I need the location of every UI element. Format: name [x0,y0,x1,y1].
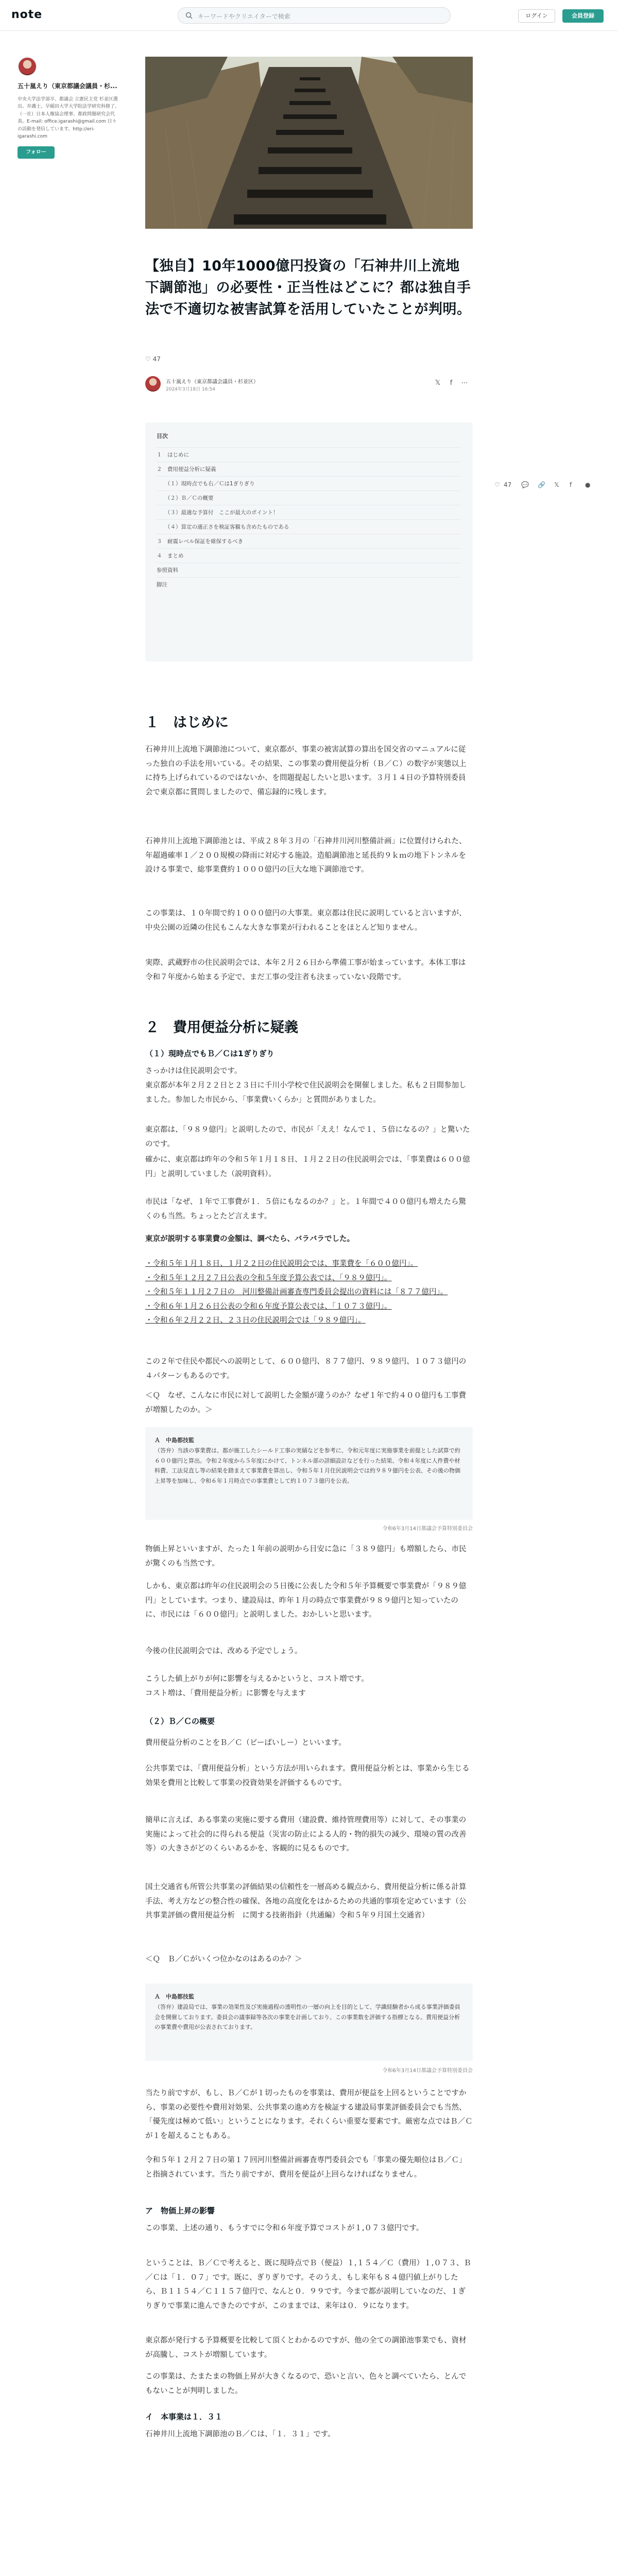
amount-list-item: ・令和５年１月１８日、１月２２日の住民説明会では、事業費を「６００億円」。 [145,1260,418,1268]
article-title: 【独自】10年1000億円投資の「石神井川上流地下調節池」の必要性・正当性はどこに？都は独自手法で不適切な被害試算を活用していたことが判明。 [145,258,471,317]
amount-list-item: ・令和６年２月２２日、２３日の住民説明会では「９８９億円」。 [145,1316,366,1325]
s2-p16: 簡単に言えば、ある事業の実施に要する費用（建設費、維持管理費用等）に対して、その事業の実施によって社会的に得られる便益（災害の防止による人的・物的損失の減少、環境の質の改善等）の大きさがどのくらいあるかを、客観的に見るものです。 [145,1816,467,1853]
login-button[interactable]: ログイン [518,9,555,23]
amount-list-item: ・令和５年１２月２７日公表の令和５年度予算公表では、「９８９億円」。 [145,1274,392,1282]
author-sidebar [18,57,121,159]
search-box[interactable] [178,7,451,24]
more-options-icon[interactable]: ⋯ [461,379,468,387]
s1-paragraph-1: 石神井川上流地下調節池について、東京都が、事業の被害試算の算出を国交省のマニュアルに従った独自の手法を用いている。その結果、この事業の費用便益分析（Ｂ／Ｃ）の数字が実態以上に持ち上げられているのではないか、を問題提起したいと思います。３月１４日の予算特別委員会で東京都に質問しましたので、備忘録的に残します。 [145,745,467,796]
heart-icon[interactable]: ♡ [145,355,151,363]
x-share-icon[interactable]: 𝕏 [435,379,441,387]
table-of-contents [145,422,473,662]
quote-1-text: （答弁）当該の事業費は、都が施工したシールド工事の実績などを参考に、令和元年度に実施事業を前提とした試算で約６００億円と算出。令和２年度から５年度にかけて、トンネル部の詳細設計などを行った結果、令和４年度に人件費や材料費、工法見直し等の結果を踏まえて事業費を算出し、令和５年１月住民説明会では約９８９億円を公表、その後の物価上昇等を加味し、令和６年１月時点での事業費として約１０７３億円を公表。 [154,1447,460,1485]
toc-item[interactable]: 参照資料 [157,563,461,577]
toc-item[interactable]: （２）Ｂ／Ｃの概要 [157,490,461,505]
s2-p7: この２年で住民や都民への説明として、６００億円、８７７億円、９８９億円、１０７３億円の４パターンもあるのです。 [145,1358,467,1380]
s2-p13: コスト増は、「費用便益分析」に影響を与えます [145,1689,306,1698]
s2-p9: 物価上昇といいますが、たった１年前の説明から目安に急に「３８９億円」も増額したら、市民が驚くのも当然です。 [145,1545,467,1568]
publish-date: 2024年3月18日 16:54 [166,387,215,392]
s2-heading-2: （２）Ｂ／Ｃの概要 [145,1717,215,1726]
s2-p8: ＜Ｑ なぜ、こんなに市民に対して説明した金額が違うのか？なぜ１年で約４００億円も工事費が増額したのか。＞ [145,1392,467,1414]
amount-list-item: ・令和６年１月２６日公表の令和６年度予算公表では、「１０７３億円」。 [145,1302,392,1311]
quote-2-speaker: Ａ 中島都技監 [154,1993,194,2000]
toc-item[interactable]: 脚注 [157,577,461,591]
s2-p15: 公共事業では、「費用便益分析」という方法が用いられます。費用便益分析とは、事業から生じる効果を費用と比較して事業の投資効果を評価するものです。 [145,1765,470,1787]
author-line[interactable]: 五十嵐えり（東京都議会議員・杉並区） [166,379,259,385]
top-bar [0,0,618,31]
floating-action-bar [494,479,608,495]
search-placeholder: キーワードやクリエイターで検索 [198,13,290,20]
quote-2-caption: 令和6年3月14日都議会予算特別委員会 [382,2068,473,2074]
section-2-title: ２ 費用便益分析に疑義 [145,1020,298,1036]
s2-p1: さっかけは住民説明会です。 [145,1067,242,1075]
s2-p17: 国土交通省も所管公共事業の評価結果の信頼性を一層高める観点から、費用便益分析に係る計算手法、考え方などの整合性の確保、各地の高度化をはかるための共通的事項を定めています（公共事業評価の費用便益分析 に関する技術指針（共通編）令和５年９月国土交通省） [145,1883,467,1920]
signup-button[interactable]: 会員登録 [562,9,604,23]
amount-list-item: ・令和５年１１月２７日の 河川整備計画審査専門委員会提出の資料には「８７７億円」。 [145,1288,448,1297]
like-count-row [145,355,161,363]
search-icon [185,12,193,19]
amount-list [145,1257,473,1328]
s1-paragraph-2: 石神井川上流地下調節池とは、平成２８年３月の「石神井川河川整備計画」に位置付けられた、年超過確率１／２００規模の降雨に対応する施設。造船調節池と延長約９ｋｍの地下トンネルを設ける事業で、総事業費約１０００億円の巨大な地下調節池です。 [145,837,467,874]
float-heart-icon[interactable]: ♡ [494,481,500,488]
toc-item[interactable]: ４ まとめ [157,548,461,563]
toc-heading: 目次 [157,433,168,439]
facebook-share-icon[interactable]: f [450,379,453,387]
hero-image [145,57,473,229]
section-1-title: １ はじめに [145,715,229,731]
link-icon[interactable]: 🔗 [538,481,545,488]
float-like-count: 47 [504,481,512,488]
toc-item[interactable]: １ はじめに [157,447,461,462]
quote-2-text: （答弁）建設局では、事業の効果性及び実施過程の透明性の一層の向上を目的として、学識経験者から成る事業評価委員会を開催しております。委員会の議事録等各次の事業を計画しており、この事業数を評価する指標となる。費用便益分析の事業費や費用が公表されております。 [154,2003,460,2031]
toc-item[interactable]: ３ 耐震レベル保証を確保するべき [157,534,461,548]
answer-quote-1 [145,1427,473,1520]
toc-item[interactable]: （４）算定の適正さを検証客観も含めたものである [157,519,461,534]
answer-quote-2 [145,1984,473,2061]
s2-p20: 令和５年１２月２７日の第１７回河川整備計画審査専門委員会でも「事業の優先順位はＢ／Ｃ」と指摘されています。当たり前ですが、費用を便益が上回らなければなりません。 [145,2156,467,2179]
author-avatar-small[interactable] [145,376,161,392]
toc-item[interactable]: （１）現時点でも右／Ｃは1ぎりぎり [157,476,461,490]
s2-p24: この事業は、たまたまの物価上昇が大きくなるので、恐いと言い、色々と調べていたら、とんでもないことが判明しました。 [145,2372,467,2395]
s2-heading-3: ア 物価上昇の影響 [145,2206,215,2215]
like-count: 47 [152,355,161,363]
s2-p4: 確かに、東京都は昨年の令和５年１月１８日、１月２２日の住民説明会では、「事業費は６００億円」と説明していました（説明資料）。 [145,1156,470,1178]
facebook-icon[interactable]: f [570,481,572,488]
stairs-illustration [145,57,473,229]
s2-p2: 東京都が本年２月２２日と２３日に千川小学校で住民説明会を開催しました。私も２日間参加しました。参加した市民から、「事業費いくらか」と質問がありました。 [145,1081,467,1104]
s2-p6: 東京が説明する事業費の金額は、調べたら、バラバラでした。 [145,1235,354,1243]
s2-p5: 市民は「なぜ、１年で工事費が１．５倍にもなるのか？」と。１年間で４００億円も増えたら驚くのも当然。ちょっとたど言えます。 [145,1198,467,1221]
s2-p11: 今後の住民説明会では、改める予定でしょう。 [145,1647,302,1655]
s2-heading-1: （１）現時点でもＢ／Ｃは1ぎりぎり [145,1049,274,1058]
s2-p14: 費用便益分析のことをＢ／Ｃ（ビーばいしー）といいます。 [145,1739,346,1747]
s2-p23: 東京都が発行する予算概要を比較して頂くとわかるのですが、他の全ての調節池事業でも、資材が高騰し、コストが増額しています。 [145,2336,467,2359]
toc-item[interactable]: ２ 費用便益分析に疑義 [157,462,461,476]
s2-p12: こうした値上がりが何に影響を与えるかというと、コスト増です。 [145,1675,369,1683]
quote-1-speaker: Ａ 中島都技監 [154,1437,194,1444]
s2-p22: ということは、Ｂ／Ｃで考えると、既に現時点でＢ（便益）１,１５４／Ｃ（費用）１,０７３、Ｂ／Ｃは「１．０７」です。既に、ぎりぎりです。そのうえ、もし来年も８４億円値上がりしたら、Ｂ１１５４／Ｃ１１５７億円で、なんと０．９９です。今まで都が説明していなのだ、１ぎりぎりで事業に進んできたのですが、このままでは、来年は０．９になります。 [145,2259,471,2310]
note-logo[interactable]: note [11,8,43,21]
s2-p10: しかも、東京都は昨年の住民説明会の５日後に公表した令和５年予算概要で事業費が「９８９億円」としています。つまり、建設局は、昨年１月の時点で事業費が９８９億円と知っていたのに、市民には「６００億円」と説明しました。おかしいと思います。 [145,1582,467,1619]
s2-p25: 石神井川上流地下調節池のＢ／Ｃは、「１．３１」です。 [145,2430,335,2438]
author-row [145,376,473,397]
s2-heading-4: イ 本事業は１．３１ [145,2412,223,2421]
s2-p21: この事業、上述の通り、もうすでに令和６年度予算でコストが１,０７３億円です。 [145,2224,424,2232]
s2-p18: ＜Ｑ Ｂ／Ｃがいくつ位かなのはあるのか？＞ [145,1955,302,1963]
s1-paragraph-4: 実際、武蔵野市の住民説明会では、本年２月２６日から準備工事が始まっています。本体工事は令和７年度から始まる予定で、まだ工事の受注者も決まっていない段階です。 [145,959,466,981]
follow-button[interactable]: フォロー [18,146,55,159]
author-avatar[interactable] [18,57,37,76]
quote-1-caption: 令和6年3月14日都議会予算特別委員会 [382,1526,473,1532]
s1-paragraph-3: この事業は、１０年間で約１０００億円の大事業。東京都は住民に説明していると言いますが、中央公園の近隣の住民もこんな大きな事業が行われることをほとんど知りません。 [145,909,467,932]
x-icon[interactable]: 𝕏 [554,481,559,488]
author-name[interactable]: 五十嵐えり（東京都議会議員・杉... [18,82,117,90]
s2-p19: 当たり前ですが、もし、Ｂ／Ｃが１切ったものを事業は、費用が便益を上回るということですから、事業の必要性や費用対効果、公共事業の進め方を検証する建設局事業評価委員会でも当然、「優先度は極めて低い」ということになります。それくらい重要な要素です。厳密な点ではＢ／Ｃが１を超えることもある。 [145,2089,473,2140]
line-icon[interactable]: ● [585,481,591,488]
s2-p3: 東京都は、「９８９億円」と説明したので、市民が「ええ！なんで１、５倍になるの？」と驚いたのです。 [145,1126,470,1148]
author-bio: 中央大学法学部卒、都議会 立憲民主党 杉並区選出。弁護士。早稲田大学大学院法学研究科修了、（一社）日本人権協会理事、都政問題研究会代表。E-mail: office.igarashi@gmail.com 日々の活動を発信しています。http://eri-igarashi.com [18,97,120,139]
comment-icon[interactable]: 💬 [521,481,529,488]
toc-item[interactable]: （３）最適な予算付 ここが最大のポイント！ [157,505,461,519]
